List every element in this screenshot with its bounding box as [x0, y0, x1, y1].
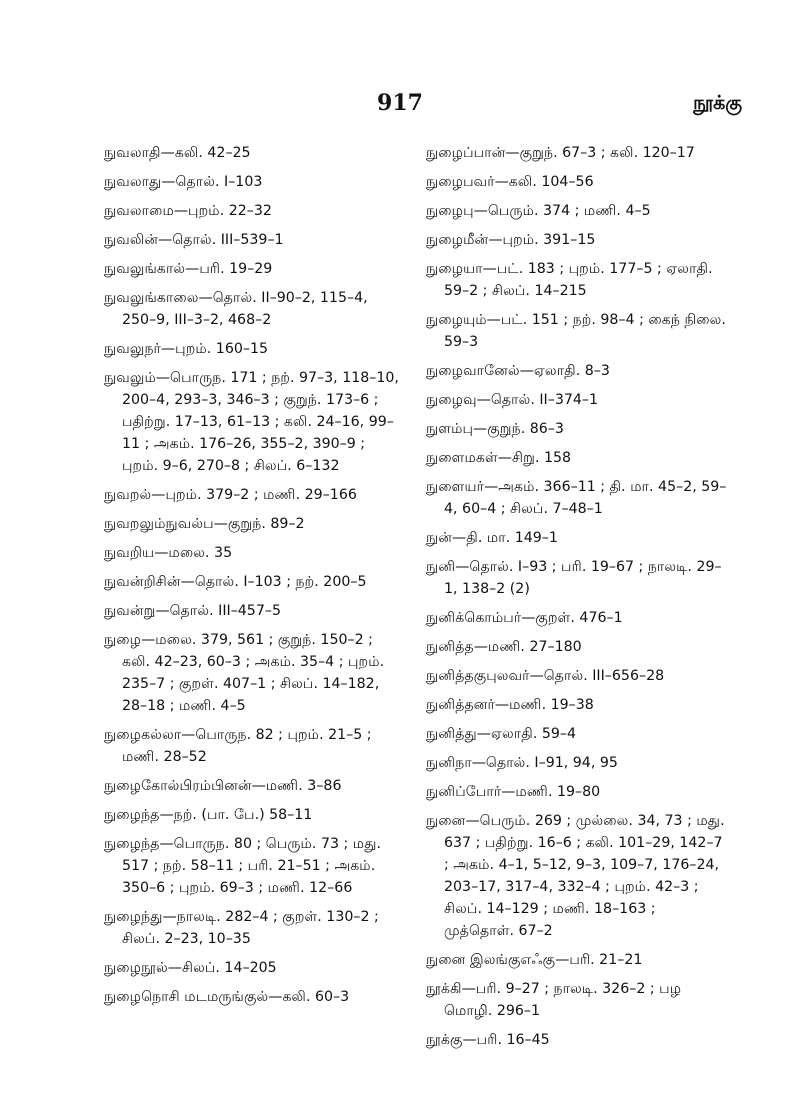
index-entry: நுழைப்பான்—குறுந். 67–3 ; கலி. 120–17: [426, 145, 695, 161]
index-entry: நுனித்தனர்—மணி. 19–38: [426, 697, 594, 713]
index-entry: நுழைமீன்—புறம். 391–15: [426, 232, 596, 248]
index-entry: நுழைகல்லா—பொருந. 82 ; புறம். 21–5 ; மணி. 28–52: [104, 727, 372, 765]
index-entry: நுனிநா—தொல். I–91, 94, 95: [426, 755, 618, 771]
index-entry: நுவலாமை—புறம். 22–32: [104, 203, 272, 219]
index-entry: நுளம்பு—குறுந். 86–3: [426, 421, 564, 437]
index-entry: நுவலாது—தொல். I–103: [104, 174, 263, 190]
index-entry: நுழையும்—பட். 151 ; நற். 98–4 ; கைந் நிலை. 59–3: [426, 312, 726, 350]
index-entry: நுனிப்போர்—மணி. 19–80: [426, 784, 601, 800]
index-entry: நுனித்தகுபுலவர்—தொல். III–656–28: [426, 668, 665, 684]
index-entry: நுழைநூல்—சிலப். 14–205: [104, 960, 277, 976]
index-entry: நுவலாதி—கலி. 42–25: [104, 145, 251, 161]
index-entry: நுழைந்த—பொருந. 80 ; பெரும். 73 ; மது. 517 ; நற். 58–11 ; பரி. 21–51 ; அகம். 350–6 ; புறம். 69–3 ; மணி. 12–66: [104, 836, 382, 896]
index-entry: நுனிக்கொம்பர்—குறள். 476–1: [426, 610, 623, 626]
index-entry: நுழைந்து—நாலடி. 282–4 ; குறள். 130–2 ; சிலப். 2–23, 10–35: [104, 909, 379, 947]
index-entry: நுவலும்—பொருந. 171 ; நற். 97–3, 118–10, 200–4, 293–3, 346–3 ; குறுந். 173–6 ; பதிற்று. 17–13, 61–13 ; கலி. 24–16, 99–11 ; அகம். 176–26, 355–2, 390–9 ; புறம். 9–6, 270–8 ; சிலப். 6–132: [104, 370, 399, 474]
index-entry: நுனித்து—ஏலாதி. 59–4: [426, 726, 577, 742]
index-entry: நுழைநொசி மடமருங்குல்—கலி. 60–3: [104, 989, 350, 1005]
index-entry: நுழைவானேல்—ஏலாதி. 8–3: [426, 363, 610, 379]
index-entry: நுனை இலங்குஎஃகு—பரி. 21–21: [426, 952, 643, 968]
index-entry: நூக்கு—பரி. 16–45: [426, 1032, 550, 1048]
index-entry: நுவலுநர்—புறம். 160–15: [104, 341, 269, 357]
index-entry: நுழையா—பட். 183 ; புறம். 177–5 ; ஏலாதி. 59–2 ; சிலப். 14–215: [426, 261, 713, 299]
running-head: நூக்கு: [693, 92, 742, 114]
index-entry: நுழைவு—தொல். II–374–1: [426, 392, 599, 408]
index-entry: நுழை—மலை. 379, 561 ; குறுந். 150–2 ; கலி. 42–23, 60–3 ; அகம். 35–4 ; புறம். 235–7 ; குறள். 407–1 ; சிலப். 14–182, 28–18 ; மணி. 4–5: [104, 632, 385, 714]
index-entry: நுவலின்—தொல். III–539–1: [104, 232, 284, 248]
index-entry: நுவறிய—மலை. 35: [104, 545, 233, 561]
right-column: [426, 142, 728, 1058]
index-entry: நுவன்று—தொல். III–457–5: [104, 603, 281, 619]
index-entry: நுவலுங்கால்—பரி. 19–29: [104, 261, 273, 277]
index-entry: நுளையர்—அகம். 366–11 ; தி. மா. 45–2, 59–4, 60–4 ; சிலப். 7–48–1: [426, 479, 727, 517]
left-column: [104, 142, 404, 1015]
index-entry: நுன்—தி. மா. 149–1: [426, 530, 558, 546]
index-entry: நுனி—தொல். I–93 ; பரி. 19–67 ; நாலடி. 29–1, 138–2 (2): [426, 559, 722, 597]
index-entry: நுளைமகள்—சிறு. 158: [426, 450, 572, 466]
index-entry: நுவலுங்காலை—தொல். II–90–2, 115–4, 250–9, III–3–2, 468–2: [104, 290, 368, 328]
index-entry: நுனை—பெரும். 269 ; முல்லை. 34, 73 ; மது. 637 ; பதிற்று. 16–6 ; கலி. 101–29, 142–7 ; அகம். 4–1, 5–12, 9–3, 109–7, 176–24, 203–17, 317–4, 332–4 ; புறம். 42–3 ; சிலப். 14–129 ; மணி. 18–163 ; முத்தொள். 67–2: [426, 813, 725, 939]
index-entry: நூக்கி—பரி. 9–27 ; நாலடி. 326–2 ; பழ மொழி. 296–1: [426, 981, 682, 1019]
index-entry: நுவறலும்நுவல்ப—குறுந். 89–2: [104, 516, 305, 532]
page-number: 917: [377, 90, 423, 116]
index-entry: நுழைந்த—நற். (பா. பே.) 58–11: [104, 807, 313, 823]
index-entry: நுவன்றிசின்—தொல். I–103 ; நற். 200–5: [104, 574, 367, 590]
index-entry: நுழைபவர்—கலி. 104–56: [426, 174, 594, 190]
index-entry: நுழைபு—பெரும். 374 ; மணி. 4–5: [426, 203, 651, 219]
index-entry: நுவறல்—புறம். 379–2 ; மணி. 29–166: [104, 487, 357, 503]
index-entry: நுழைகோல்பிரம்பினன்—மணி. 3–86: [104, 778, 342, 794]
index-entry: நுனித்த—மணி. 27–180: [426, 639, 582, 655]
